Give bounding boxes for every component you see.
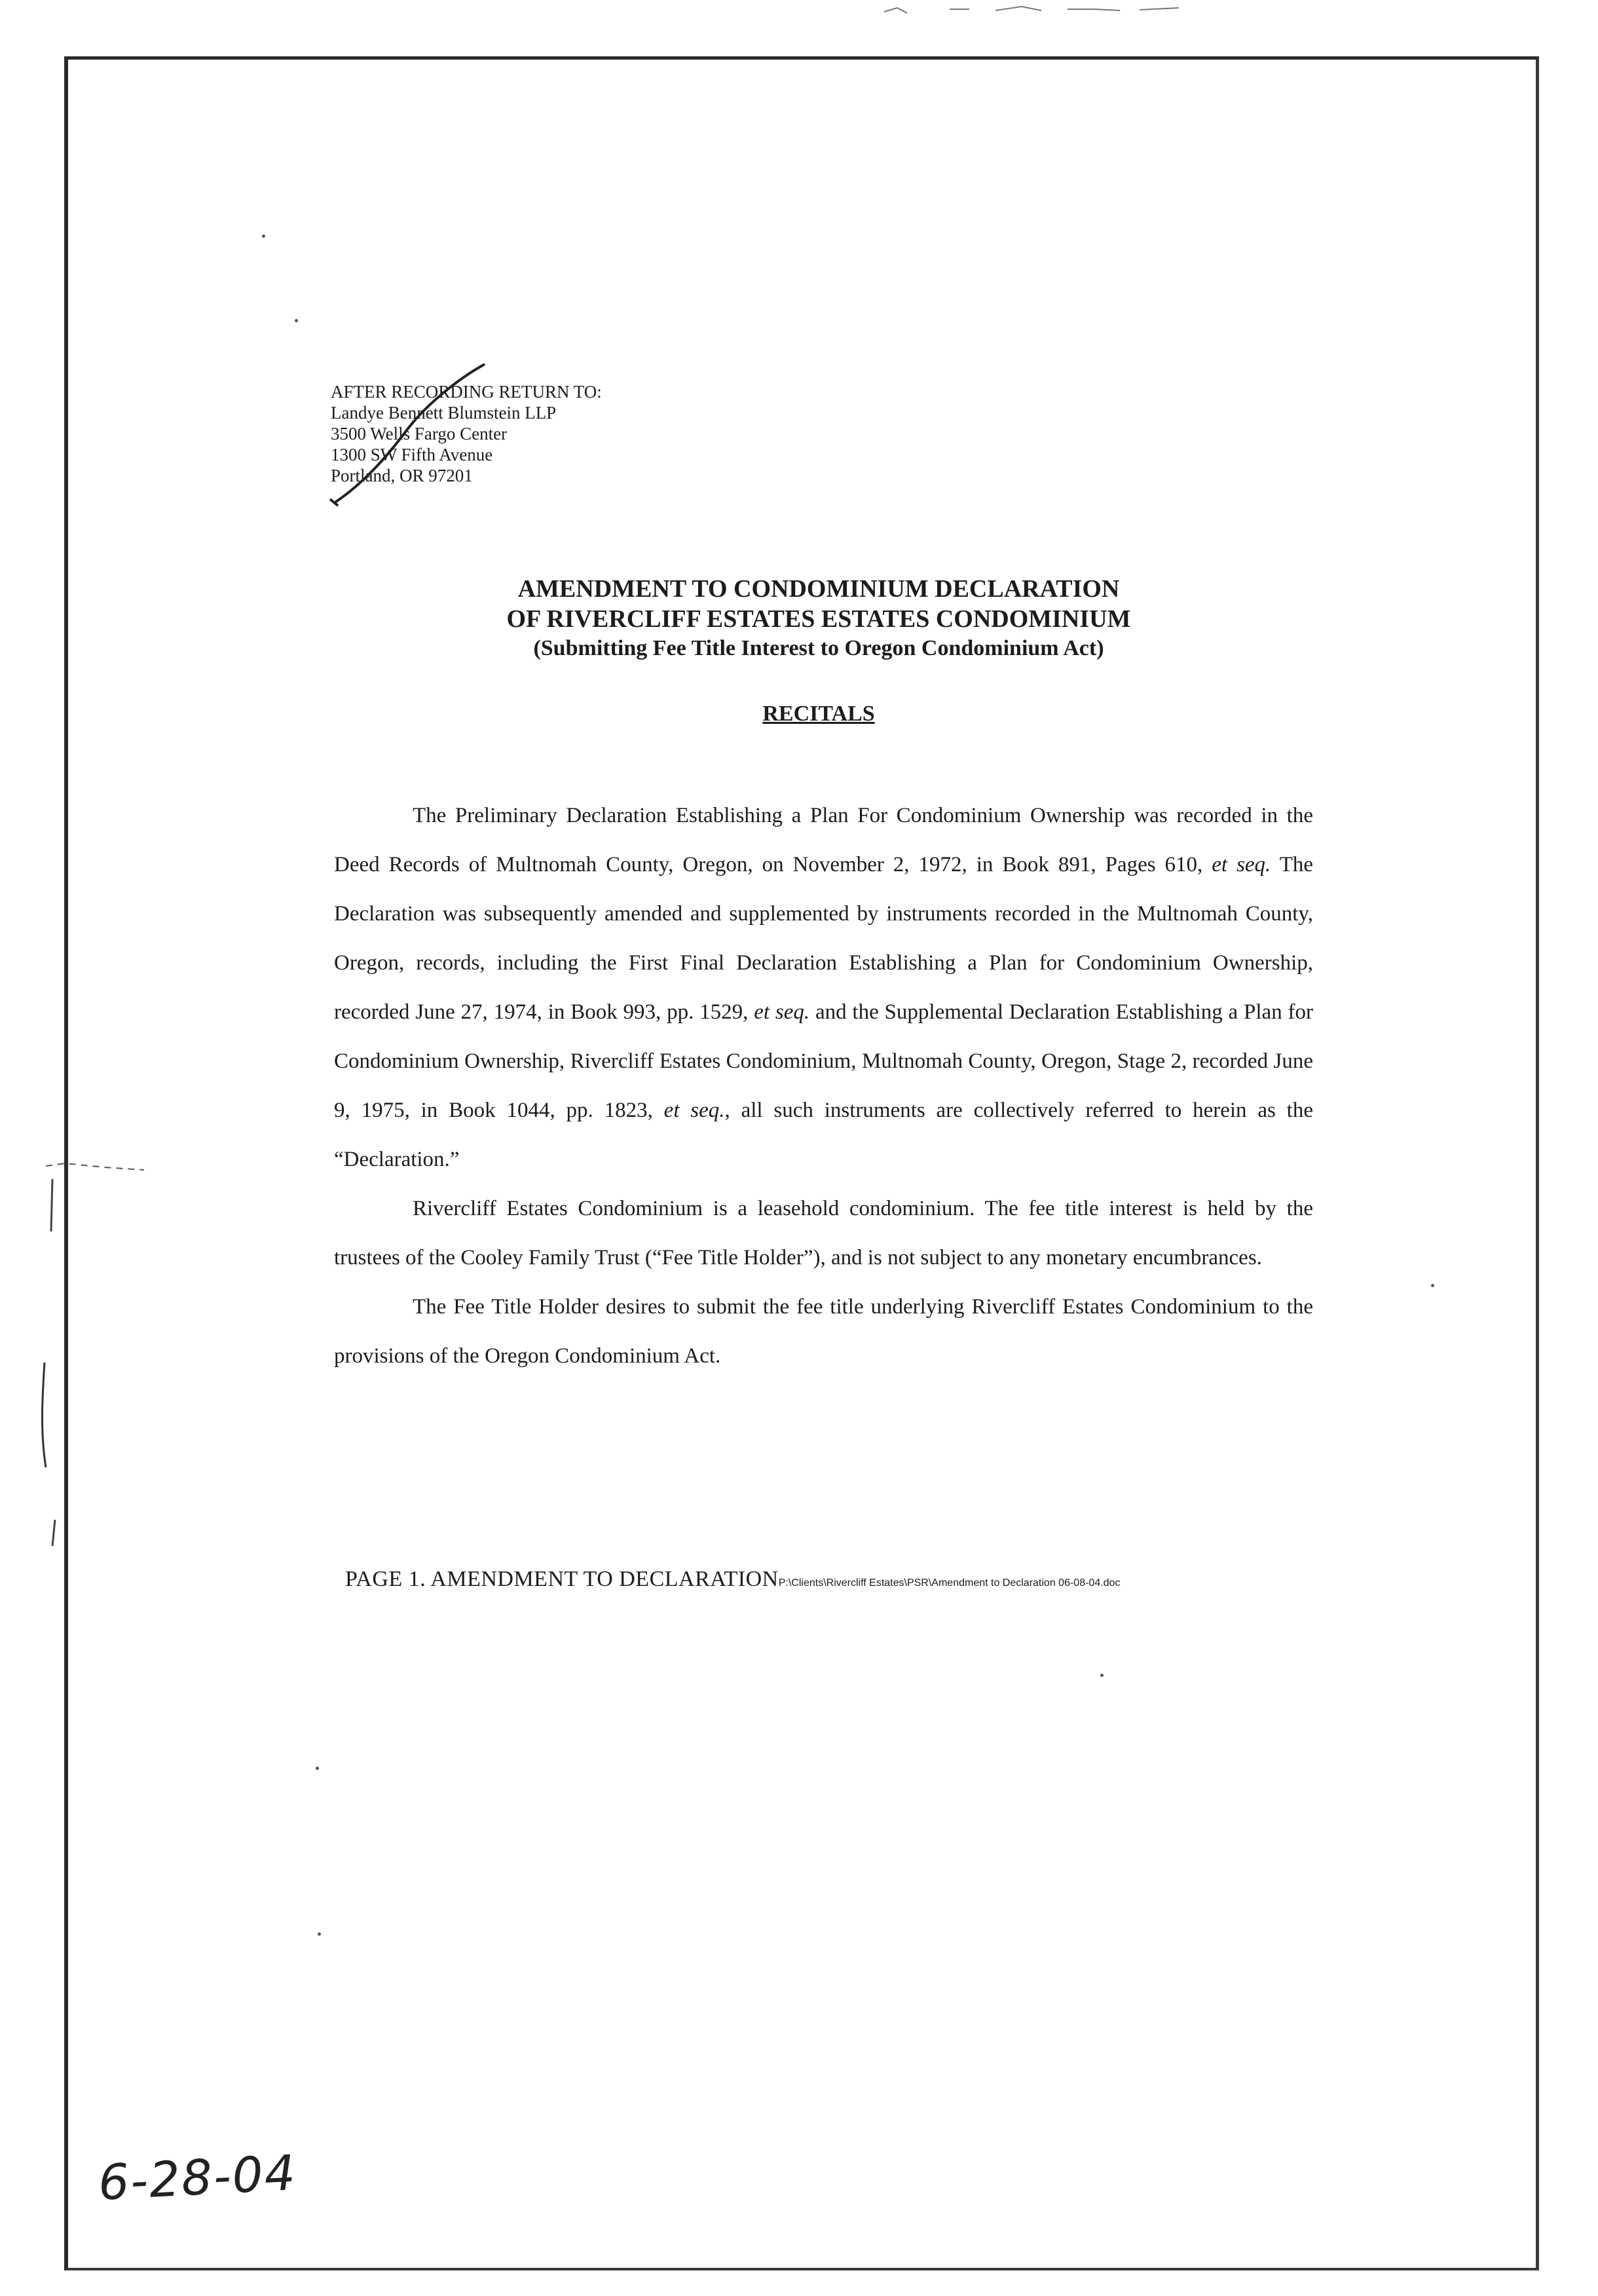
recitals-heading: RECITALS xyxy=(762,702,875,726)
return-address-line-2: 3500 Wells Fargo Center xyxy=(331,424,508,443)
recital-paragraph-2: Rivercliff Estates Condominium is a leasehold condominium. The fee title interest is held by the trustees of the Cooley Family Trust (“Fee Title Holder”), and is not subject to any monetary encumbrances. xyxy=(334,1197,1313,1270)
document-title xyxy=(327,574,1310,663)
handwritten-slash-mark xyxy=(314,359,498,510)
return-address-line-4: Portland, OR 97201 xyxy=(331,466,473,485)
recital-paragraph-3: The Fee Title Holder desires to submit the fee title underlying Rivercliff Estates Condominium to the provisions of the Oregon Condominium Act. xyxy=(334,1295,1313,1368)
return-address-line-1: Landye Bennett Blumstein LLP xyxy=(331,403,557,423)
scan-speck xyxy=(316,1767,319,1770)
recital-1-part-3: and the Supplemental Declaration Establishing a Plan for Condominium Ownership, Rivercliff Estates Condominium, Multnomah County, Oregon, Stage 2, recorded June 9, 1975, in Book 1044, pp. 1823, xyxy=(334,1000,1313,1122)
return-address-line-3: 1300 SW Fifth Avenue xyxy=(331,445,493,464)
title-line-3: (Submitting Fee Title Interest to Oregon Condominium Act) xyxy=(533,636,1104,660)
top-scan-artifact xyxy=(871,0,1198,20)
title-line-1: AMENDMENT TO CONDOMINIUM DECLARATION xyxy=(517,575,1120,603)
recital-1-part-4: , all such instruments are collectively referred to herein as the “Declaration.” xyxy=(334,1099,1313,1171)
scan-speck xyxy=(262,235,265,238)
return-address-heading: AFTER RECORDING RETURN TO: xyxy=(331,382,602,402)
scan-speck xyxy=(295,319,298,322)
recital-paragraph-1 xyxy=(334,791,1313,1184)
recitals-body xyxy=(334,791,1313,1381)
recital-1-part-1: The Preliminary Declaration Establishing a Plan For Condominium Ownership was recorded in the Deed Records of Multnomah County, Oregon, on November 2, 1972, in Book 891, Pages 610, xyxy=(334,804,1313,876)
scan-speck xyxy=(318,1932,321,1936)
margin-scan-marks xyxy=(26,1153,170,1546)
recital-1-part-2: The Declaration was subsequently amended and supplemented by instruments recorded in the Multnomah County, Oregon, records, including the First Final Declaration Establishing a Plan for Condominium Ownership, recorded June 27, 1974, in Book 993, pp. 1529, xyxy=(334,853,1313,1024)
scan-speck xyxy=(1100,1674,1104,1677)
et-seq-2: et seq. xyxy=(754,1000,810,1024)
footer-page-label: PAGE 1. AMENDMENT TO DECLARATION xyxy=(345,1567,779,1591)
scan-speck xyxy=(1431,1284,1434,1287)
footer-file-path: P:\Clients\Rivercliff Estates\PSR\Amendment to Declaration 06-08-04.doc xyxy=(778,1577,1121,1589)
title-line-2: OF RIVERCLIFF ESTATES ESTATES CONDOMINIUM xyxy=(506,605,1131,633)
et-seq-3: et seq. xyxy=(663,1099,725,1122)
et-seq-1: et seq. xyxy=(1212,853,1271,876)
page-footer xyxy=(345,1567,1120,1592)
handwritten-date: 6-28-04 xyxy=(96,2145,298,2211)
